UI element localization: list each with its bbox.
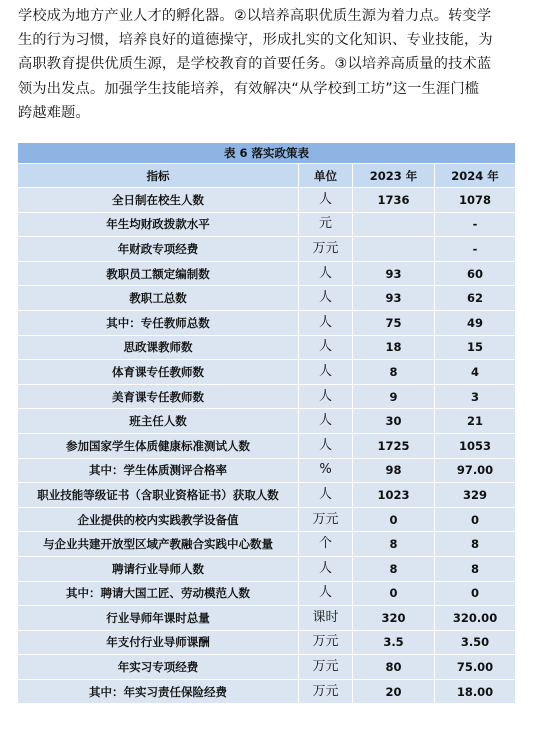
table-row: [18, 237, 516, 262]
value-2023-cell: 93: [353, 286, 435, 311]
table-row: [18, 384, 516, 409]
unit-cell: %: [299, 458, 353, 483]
column-header: 2024 年: [435, 164, 516, 188]
indicator-cell: 年生均财政拨款水平: [18, 212, 299, 237]
table-row: [18, 360, 516, 385]
value-2024-cell: -: [435, 237, 516, 262]
paragraph-line: 领为出发点。加强学生技能培养，有效解决“从学校到工坊”这一生涯门槛: [18, 80, 480, 97]
value-2023-cell: 0: [353, 581, 435, 606]
indicator-cell: 聘请行业导师人数: [18, 556, 299, 581]
value-2024-cell: 0: [435, 507, 516, 532]
value-2023-cell: 20: [353, 679, 435, 704]
table-row: [18, 433, 516, 458]
value-2024-cell: 1053: [435, 433, 516, 458]
body-paragraph: [18, 4, 524, 125]
value-2023-cell: 8: [353, 532, 435, 557]
table-row: [18, 655, 516, 680]
value-2023-cell: 75: [353, 310, 435, 335]
unit-cell: 人: [299, 433, 353, 458]
table-row: [18, 310, 516, 335]
indicator-cell: 行业导师年课时总量: [18, 606, 299, 631]
column-header: 2023 年: [353, 164, 435, 188]
unit-cell: 人: [299, 261, 353, 286]
indicator-cell: 美育课专任教师数: [18, 384, 299, 409]
table-row: [18, 458, 516, 483]
value-2024-cell: 62: [435, 286, 516, 311]
table-body: [18, 188, 516, 704]
paragraph-line: 高职教育提供优质生源，是学校教育的首要任务。③以培养高质量的技术蓝: [18, 56, 492, 73]
unit-cell: 个: [299, 532, 353, 557]
paragraph-line: 生的行为习惯，培养良好的道德操守，形成扎实的文化知识、专业技能，为: [18, 32, 493, 49]
indicator-cell: 其中：学生体质测评合格率: [18, 458, 299, 483]
indicator-cell: 年支付行业导师课酬: [18, 630, 299, 655]
value-2024-cell: 320.00: [435, 606, 516, 631]
table-row: [18, 630, 516, 655]
unit-cell: 万元: [299, 507, 353, 532]
table-row: [18, 532, 516, 557]
value-2023-cell: 18: [353, 335, 435, 360]
value-2024-cell: 329: [435, 483, 516, 508]
table-row: [18, 286, 516, 311]
unit-cell: 课时: [299, 606, 353, 631]
table-row: [18, 507, 516, 532]
table-row: [18, 606, 516, 631]
indicator-cell: 其中：聘请大国工匠、劳动模范人数: [18, 581, 299, 606]
indicator-cell: 与企业共建开放型区域产教融合实践中心数量: [18, 532, 299, 557]
unit-cell: 人: [299, 188, 353, 213]
unit-cell: 人: [299, 310, 353, 335]
table-row: [18, 483, 516, 508]
table-header-row: [18, 164, 516, 188]
value-2023-cell: 9: [353, 384, 435, 409]
value-2023-cell: 8: [353, 556, 435, 581]
value-2024-cell: 3: [435, 384, 516, 409]
unit-cell: 元: [299, 212, 353, 237]
unit-cell: 人: [299, 286, 353, 311]
value-2023-cell: 1725: [353, 433, 435, 458]
value-2024-cell: 8: [435, 532, 516, 557]
indicator-cell: 其中：年实习责任保险经费: [18, 679, 299, 704]
indicator-cell: 全日制在校生人数: [18, 188, 299, 213]
indicator-cell: 年财政专项经费: [18, 237, 299, 262]
indicator-cell: 教职工总数: [18, 286, 299, 311]
table-title-row: [18, 143, 516, 164]
value-2023-cell: 1023: [353, 483, 435, 508]
unit-cell: 万元: [299, 655, 353, 680]
unit-cell: 人: [299, 384, 353, 409]
table-row: [18, 212, 516, 237]
unit-cell: 人: [299, 335, 353, 360]
unit-cell: 人: [299, 360, 353, 385]
table-row: [18, 556, 516, 581]
table-row: [18, 261, 516, 286]
indicator-cell: 思政课教师数: [18, 335, 299, 360]
value-2023-cell: 93: [353, 261, 435, 286]
value-2023-cell: [353, 237, 435, 262]
table-row: [18, 679, 516, 704]
value-2023-cell: 320: [353, 606, 435, 631]
unit-cell: 万元: [299, 237, 353, 262]
indicator-cell: 班主任人数: [18, 409, 299, 434]
value-2023-cell: 0: [353, 507, 435, 532]
value-2024-cell: 15: [435, 335, 516, 360]
value-2024-cell: 18.00: [435, 679, 516, 704]
value-2023-cell: 3.5: [353, 630, 435, 655]
indicator-cell: 体育课专任教师数: [18, 360, 299, 385]
value-2024-cell: 3.50: [435, 630, 516, 655]
value-2024-cell: 49: [435, 310, 516, 335]
value-2024-cell: 1078: [435, 188, 516, 213]
value-2024-cell: 8: [435, 556, 516, 581]
paragraph-line: 跨越难题。: [18, 104, 90, 121]
unit-cell: 万元: [299, 630, 353, 655]
unit-cell: 人: [299, 556, 353, 581]
value-2023-cell: 8: [353, 360, 435, 385]
value-2023-cell: [353, 212, 435, 237]
indicator-cell: 其中：专任教师总数: [18, 310, 299, 335]
value-2023-cell: 98: [353, 458, 435, 483]
indicator-cell: 参加国家学生体质健康标准测试人数: [18, 433, 299, 458]
value-2024-cell: 75.00: [435, 655, 516, 680]
value-2023-cell: 1736: [353, 188, 435, 213]
value-2024-cell: -: [435, 212, 516, 237]
paragraph-line: 学校成为地方产业人才的孵化器。②以培养高职优质生源为着力点。转变学: [18, 8, 492, 24]
table-row: [18, 409, 516, 434]
value-2023-cell: 30: [353, 409, 435, 434]
value-2024-cell: 4: [435, 360, 516, 385]
table-row: [18, 335, 516, 360]
value-2024-cell: 21: [435, 409, 516, 434]
unit-cell: 万元: [299, 679, 353, 704]
indicator-cell: 企业提供的校内实践教学设备值: [18, 507, 299, 532]
table-row: [18, 581, 516, 606]
unit-cell: 人: [299, 581, 353, 606]
column-header: 单位: [299, 164, 353, 188]
column-header: 指标: [18, 164, 299, 188]
policy-table: [17, 142, 516, 704]
unit-cell: 人: [299, 409, 353, 434]
unit-cell: 人: [299, 483, 353, 508]
table-title: 表 6 落实政策表: [18, 143, 516, 164]
indicator-cell: 职业技能等级证书（含职业资格证书）获取人数: [18, 483, 299, 508]
value-2023-cell: 80: [353, 655, 435, 680]
indicator-cell: 年实习专项经费: [18, 655, 299, 680]
value-2024-cell: 60: [435, 261, 516, 286]
value-2024-cell: 0: [435, 581, 516, 606]
table-row: [18, 188, 516, 213]
value-2024-cell: 97.00: [435, 458, 516, 483]
indicator-cell: 教职员工额定编制数: [18, 261, 299, 286]
